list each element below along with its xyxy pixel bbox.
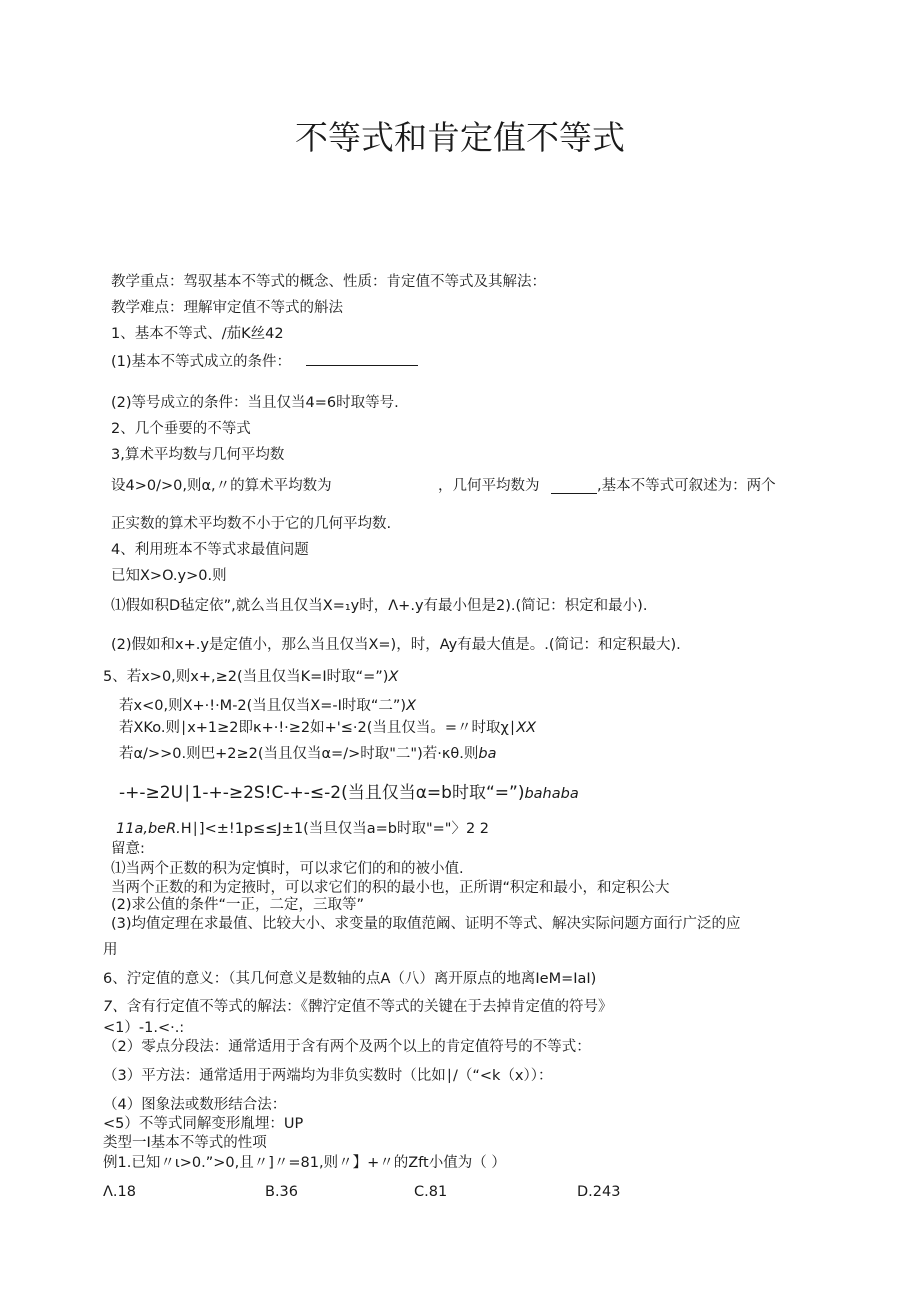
option-c: C.81 — [414, 1184, 448, 1200]
item-5-line-4 — [119, 745, 496, 763]
item-5-line-1 — [103, 668, 398, 686]
note-1: ⑴当两个正数的积为定慎时，可以求它们的和的被小值. — [111, 861, 464, 877]
sum-fixed-rule: (2)假如和x+.y是定值小，那么当且仅当X=)，时，Ay有最大值是。.(简记：和定积最大). — [111, 637, 681, 653]
note-heading: 留意: — [111, 841, 145, 857]
method-2: （2）零点分段法：通常适用于含有两个及两个以上的肯定值符号的不等式： — [103, 1039, 591, 1055]
section-6: 6、泞定值的意义：（其几何意义是数轴的点A（八）离开原点的地离IeM=IaI) — [103, 971, 597, 987]
item-5-line-3 — [119, 719, 536, 737]
item-5-text-1: 5、若x>0,则x+,≥2(当且仅当K=I时取“=”) — [103, 669, 389, 685]
mean-statement-c: ,基本不等式可叙述为：两个 — [597, 478, 776, 494]
item-5-text-2: 若x<0,则X+·!·M-2(当且仅当X=-I时取“二”) — [119, 698, 407, 714]
item-5-var-5: bahaba — [524, 786, 579, 802]
condition-text: (1)基本不等式成立的条件： — [111, 354, 292, 370]
given-condition: 已知X>O.y>0.则 — [111, 568, 227, 584]
example-1: 例1.已知〃ι>0.”>0,且〃]〃=81,则〃】+〃的Zft小值为（ ） — [103, 1155, 506, 1171]
method-1: <1）-1.<·.: — [103, 1020, 185, 1036]
note-2: (2)求公值的条件“一正，二定，三取等” — [111, 897, 365, 913]
condition-line — [111, 351, 418, 371]
item-5-text-3: 若XKo.则∣x+1≥2即κ+·!·≥2如+'≤·2(当且仅当。=〃时取χ∣ — [119, 720, 517, 736]
item-5-line-6 — [116, 820, 489, 838]
item-5-var-2: X — [406, 698, 417, 714]
condition-blank — [306, 351, 418, 366]
teaching-focus: 教学重点：驾驭基本不等式的概念、性质：肯定值不等式及其解法： — [111, 274, 546, 290]
option-a: Λ.18 — [103, 1184, 136, 1200]
section-7 — [103, 998, 612, 1016]
item-5-text-5: -+-≥2U∣1-+-≥2S!C-+-≤-2(当且仅当α=b时取“=”) — [119, 783, 525, 803]
mean-statement-a: 设4>0/>0,则α,〃的算术平均数为 — [111, 478, 332, 494]
note-3: (3)均值定理在求最值、比较大小、求变量的取值范阚、证明不等式、解决实际问题方面行广泛的应 — [111, 916, 741, 932]
item-5-line-2 — [119, 697, 416, 715]
item-5-var-4: ba — [478, 746, 497, 762]
section-4-heading: 4、利用班本不等式求最值问题 — [111, 542, 309, 558]
method-4: （4）图象法或数形结合法： — [103, 1097, 287, 1113]
type-1-heading: 类型一I基本不等式的性项 — [103, 1135, 267, 1151]
method-3: （3）平方法：通常适用于两端均为非负实数时（比如∣/（“<k（x））： — [103, 1068, 553, 1084]
page-title: 不等式和肯定值不等式 — [295, 118, 625, 157]
teaching-difficulty: 教学难点：理解审定值不等式的斛法 — [111, 300, 343, 316]
equality-condition: (2)等号成立的条件：当且仅当4=6时取等号. — [111, 395, 399, 411]
option-d: D.243 — [577, 1184, 621, 1200]
section-2-heading: 2、几个垂要的不等式 — [111, 421, 251, 437]
item-5-text-6: H∣]<±!1p≤≤J±1(当旦仅当a=b时取"="〉2 2 — [180, 821, 490, 837]
section-7-text: 含有行定值不等式的解法：《髀泞定值不等式的关键在于去掉肯定值的符号》 — [126, 999, 613, 1015]
mean-statement-d: 正实数的算术平均数不小于它的几何平均数. — [111, 516, 392, 532]
item-5-text-4: 若α/>>0.则巴+2≥2(当且仅当α=/>时取"二")若·κθ.则 — [119, 746, 479, 762]
note-1-continued: 当两个正数的和为定掖时，可以求它们的积的最小也，正所谓“积定和最小，和定积公大 — [111, 880, 670, 896]
mean-statement-b: ，几何平均数为 — [438, 478, 540, 494]
item-5-var-1: X — [388, 669, 399, 685]
method-5: <5）不等式同解变形胤埋：UP — [103, 1116, 304, 1132]
geometric-mean-blank — [551, 479, 597, 494]
option-b: B.36 — [265, 1184, 299, 1200]
product-fixed-rule: ⑴假如积D毡定依”,就么当且仅当X=₁y时，Λ+.y有最小但是2).(简记：枳定和最小). — [111, 598, 648, 614]
item-5-var-6: 11a,beR. — [116, 821, 181, 837]
section-1-heading: 1、基本不等式、/茄K丝42 — [111, 326, 284, 342]
item-5-line-5 — [119, 784, 579, 803]
item-5-var-3: XX — [516, 720, 537, 736]
section-7-number: 7、 — [103, 999, 127, 1015]
note-3-continued: 用 — [103, 942, 118, 958]
section-3-heading: 3,算术平均数与几何平均数 — [111, 447, 285, 463]
